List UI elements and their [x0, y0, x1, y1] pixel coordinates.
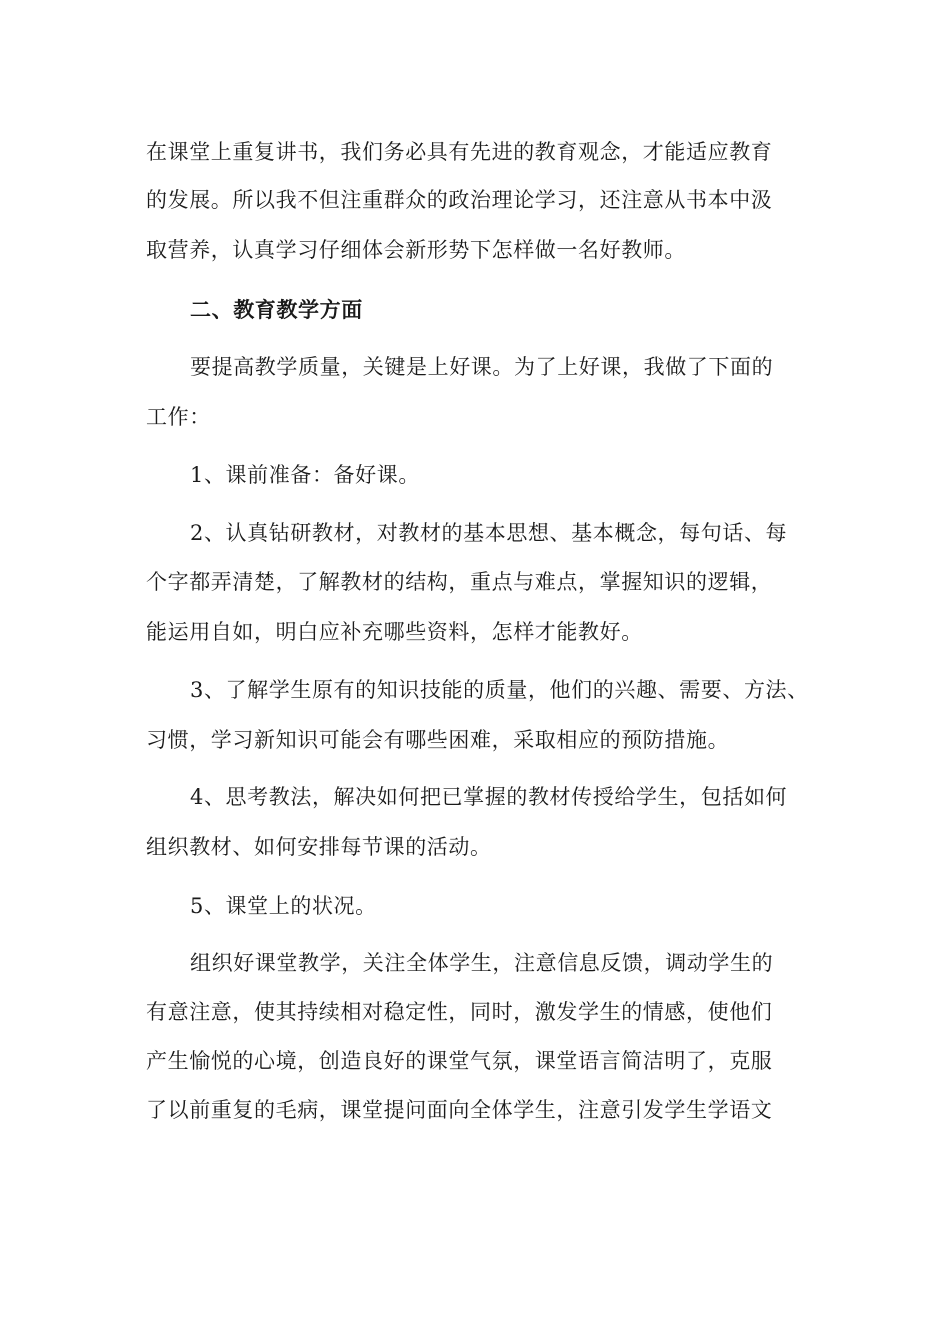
paragraph-line: 个字都弄清楚，了解教材的结构，重点与难点，掌握知识的逻辑， — [146, 570, 773, 594]
paragraph-line: 习惯，学习新知识可能会有哪些困难，采取相应的预防措施。 — [146, 728, 730, 752]
paragraph-line: 组织教材、如何安排每节课的活动。 — [146, 835, 492, 859]
paragraph-line: 产生愉悦的心境，创造良好的课堂气氛，课堂语言简洁明了，克服 — [146, 1049, 773, 1073]
paragraph-line: 能运用自如，明白应补充哪些资料，怎样才能教好。 — [146, 620, 643, 644]
section-heading: 二、教育教学方面 — [190, 297, 363, 322]
list-item: 4、思考教法，解决如何把已掌握的教材传授给学生，包括如何 — [190, 785, 788, 809]
paragraph-line: 工作： — [146, 405, 211, 429]
paragraph-line: 的发展。所以我不但注重群众的政治理论学习，还注意从书本中汲 — [146, 188, 773, 212]
paragraph-line: 取营养，认真学习仔细体会新形势下怎样做一名好教师。 — [146, 238, 686, 262]
list-item: 1、课前准备：备好课。 — [190, 463, 420, 487]
paragraph-line: 组织好课堂教学，关注全体学生，注意信息反馈，调动学生的 — [190, 951, 774, 975]
paragraph-line: 了以前重复的毛病，课堂提问面向全体学生，注意引发学生学语文 — [146, 1098, 773, 1122]
list-item: 3、了解学生原有的知识技能的质量，他们的兴趣、需要、方法、 — [190, 678, 809, 702]
paragraph-line: 要提高教学质量，关键是上好课。为了上好课，我做了下面的 — [190, 355, 774, 379]
list-item: 5、课堂上的状况。 — [190, 894, 377, 918]
paragraph-line: 在课堂上重复讲书，我们务必具有先进的教育观念，才能适应教育 — [146, 140, 773, 164]
paragraph-line: 有意注意，使其持续相对稳定性，同时，激发学生的情感，使他们 — [146, 1000, 773, 1024]
list-item: 2、认真钻研教材，对教材的基本思想、基本概念，每句话、每 — [190, 521, 788, 545]
